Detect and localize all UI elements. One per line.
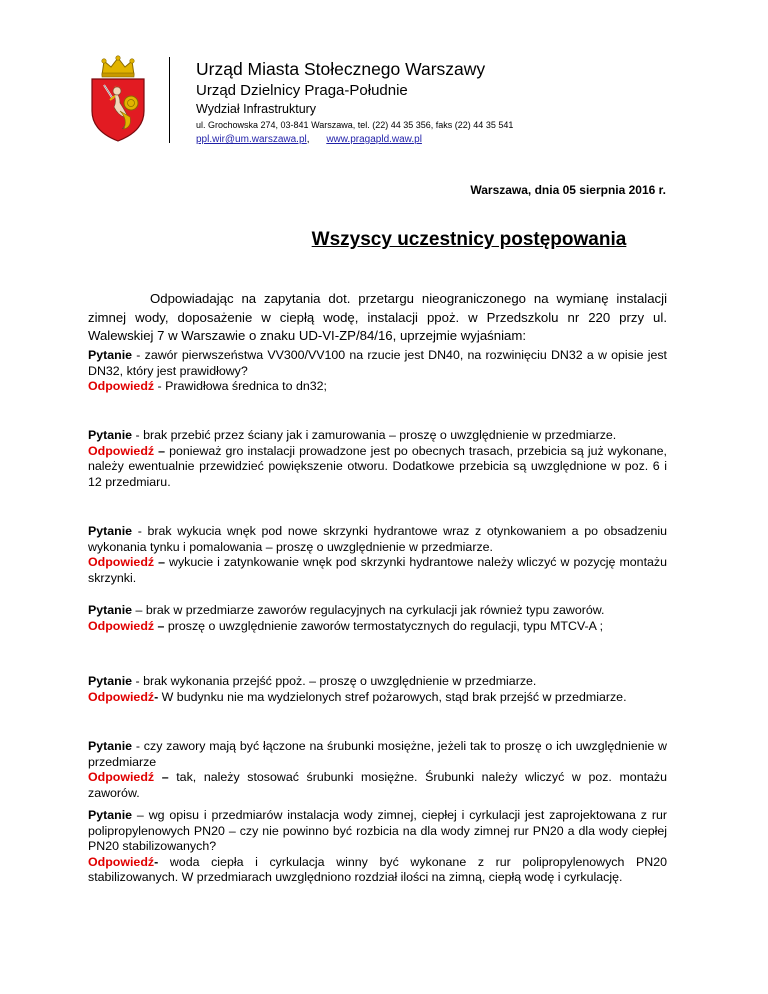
question-paragraph [88,428,667,444]
answer-paragraph [88,379,667,395]
answer-text: ponieważ gro instalacji prowadzone jest po obecnych trasach, przebicia są już wykonane, należy ewentualnie przewidzieć powiększenie otworu. Dodatkowe przebicia są uwzględnione w poz. 6 i 12 przedmiaru. [88,443,667,489]
answer-separator: – [154,555,170,570]
answer-label: Odpowiedź [88,443,155,458]
answer-label: Odpowiedź [88,555,155,570]
question-separator: - [132,428,144,442]
qa-item [88,808,667,886]
question-label: Pytanie [88,524,133,538]
intro-paragraph [88,290,667,346]
answer-label: Odpowiedź [88,854,155,869]
question-paragraph [88,808,667,855]
qa-item [88,674,667,705]
header-divider [169,57,170,143]
question-separator: – [132,603,146,617]
office-name: Urząd Miasta Stołecznego Warszawy [196,59,486,79]
question-text: brak przebić przez ściany jak i zamurowania – proszę o uwzględnienie w przedmiarze. [143,428,617,442]
letterhead [196,58,513,147]
question-separator: - [132,674,144,688]
question-label: Pytanie [88,674,133,688]
intro-text: Odpowiadając na zapytania dot. przetargu nieograniczonego na wymianę instalacji zimnej wody, doposażenie w ciepłą wodę, instalacji ppoż. w Przedszkolu nr 220 przy ul. Walewskiej 7 w Warszawie o znaku UD-VI-ZP/84/16, uprzejmie wyjaśniam: [88,291,667,344]
question-text: wg opisu i przedmiarów instalacja wody zimnej, ciepłej i cyrkulacji jest zaprojektowana z rur polipropylenowych PN20 – czy nie powinno być rozbicia na dla wody zimnej rur PN20 a dla wody ciepłej PN20 stabilizowanych? [88,808,667,854]
answer-separator: - [154,689,162,704]
contact-links [196,133,513,147]
answer-label: Odpowiedź [88,618,155,633]
document-title: Wszyscy uczestnicy postępowania [311,229,627,250]
website-link[interactable]: www.pragapld.waw.pl [326,134,422,145]
question-label: Pytanie [88,428,133,442]
question-text: brak wykonania przejść ppoż. – proszę o uwzględnienie w przedmiarze. [143,674,537,688]
answer-text: woda ciepła i cyrkulacja winny być wykonane z rur polipropylenowych PN20 stabilizowanych. W przedmiarach uwzględniono rozdział ilości na zimną, ciepłą wodę i cyrkulację. [88,854,667,885]
answer-paragraph [88,555,667,586]
answer-label: Odpowiedź [88,379,155,394]
answer-paragraph [88,855,667,886]
qa-item [88,428,667,490]
question-label: Pytanie [88,348,133,362]
answer-text: W budynku nie ma wydzielonych stref pożarowych, stąd brak przejść w przedmiarze. [161,689,627,704]
title-row [0,229,768,251]
question-separator: - [132,348,145,362]
answer-separator: - [154,854,170,869]
question-text: zawór pierwszeństwa VV300/VV100 na rzucie jest DN40, na rozwinięciu DN32 a w opisie jest DN32, który jest prawidłowy? [88,348,667,378]
document-date: Warszawa, dnia 05 sierpnia 2016 r. [470,183,666,197]
answer-text: tak, należy stosować śrubunki mosiężne. Śrubunki należy wliczyć w poz. montażu zaworów. [88,770,668,800]
question-separator: – [132,808,149,822]
answer-separator: – [154,770,177,785]
answer-separator: – [154,443,170,458]
question-text: czy zawory mają być łączone na śrubunki mosiężne, jeżeli tak to proszę o ich uwzględnienie w przedmiarze [88,739,667,769]
answer-label: Odpowiedź [88,770,155,785]
answer-separator: – [154,618,168,633]
question-text: brak w przedmiarze zaworów regulacyjnych na cyrkulacji jak również typu zaworów. [145,603,605,617]
question-paragraph [88,524,667,555]
qa-item [88,739,667,801]
warsaw-coat-of-arms-logo [84,55,152,143]
question-label: Pytanie [88,739,133,753]
qa-item [88,348,667,395]
question-label: Pytanie [88,808,133,822]
qa-item [88,603,667,634]
qa-item [88,524,667,586]
question-paragraph [88,739,667,770]
department-name: Wydział Infrastruktury [196,102,317,116]
question-separator: - [132,739,144,753]
answer-label: Odpowiedź [88,689,155,704]
question-text: brak wykucia wnęk pod nowe skrzynki hydrantowe wraz z otynkowaniem a po obsadzeniu wykonania tynku i pomalowania – proszę o uwzględnienie w przedmiarze. [88,524,668,554]
question-paragraph [88,674,667,690]
answer-text: proszę o uwzględnienie zaworów termostatycznych do regulacji, typu MTCV-A ; [167,618,604,633]
email-link[interactable]: ppl.wir@um.warszawa.pl [196,134,307,145]
answer-paragraph [88,690,667,706]
answer-paragraph [88,770,667,801]
link-separator: , [306,134,310,145]
question-paragraph [88,603,667,619]
answer-text: Prawidłowa średnica to dn32; [165,379,327,394]
answer-separator: - [154,379,166,394]
question-label: Pytanie [88,603,133,617]
answer-paragraph [88,619,667,635]
answer-paragraph [88,444,667,491]
answer-text: wykucie i zatynkowanie wnęk pod skrzynki hydrantowe należy wliczyć w pozycję montażu skrzynki. [88,555,667,585]
question-paragraph [88,348,667,379]
address-line: ul. Grochowska 274, 03-841 Warszawa, tel. (22) 44 35 356, faks (22) 44 35 541 [196,120,514,130]
district-name: Urząd Dzielnicy Praga-Południe [196,82,408,99]
question-separator: - [132,524,148,538]
